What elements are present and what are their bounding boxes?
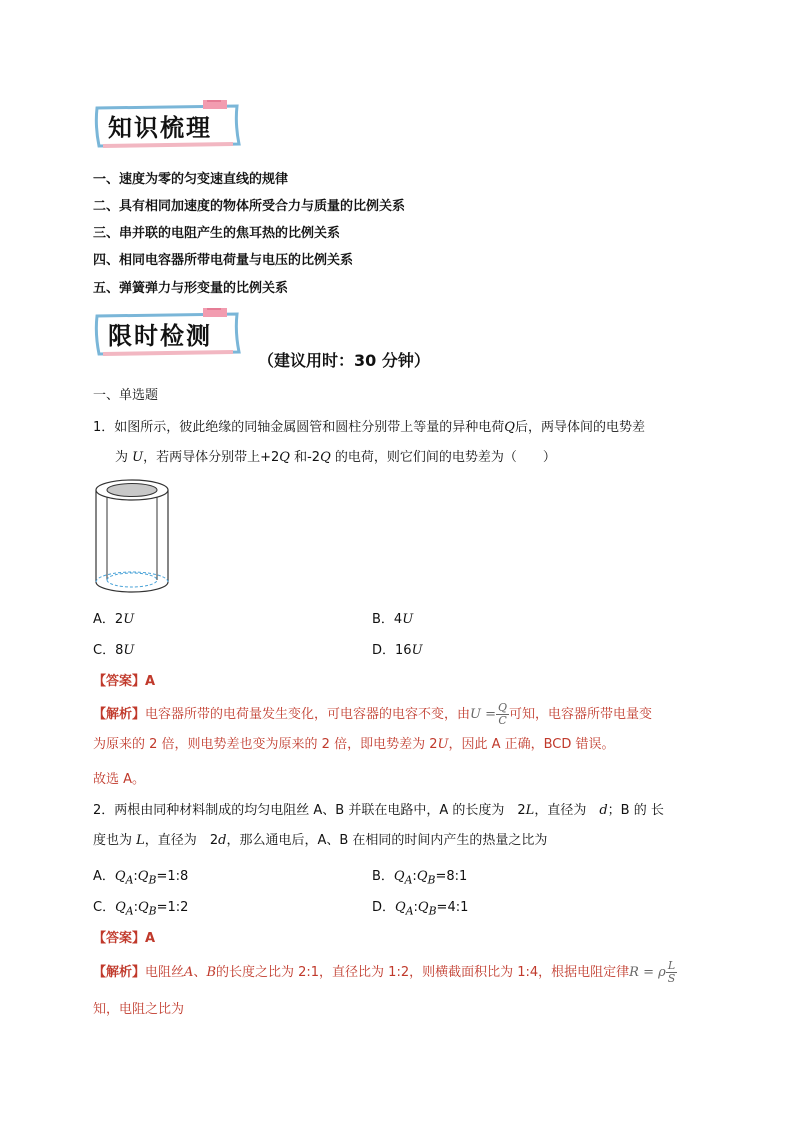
q1-option-a[interactable]: A．2U xyxy=(93,612,135,627)
q2-answer: 【答案】A xyxy=(93,931,156,946)
q2-option-a[interactable]: A．$Q_A:Q_B=1:8$ xyxy=(93,869,189,887)
q1-answer: 【答案】A xyxy=(93,674,156,689)
q1-option-c[interactable]: C．8U xyxy=(93,643,135,658)
q2-option-d[interactable]: D．$Q_A:Q_B=4:1$ xyxy=(372,900,469,918)
q2-fraction: $\frac{L}{S}$ xyxy=(667,959,676,985)
banner-title: 限时检测 xyxy=(108,321,212,350)
section-single-choice: 一、单选题 xyxy=(93,388,159,403)
knowledge-item-3: 三、串并联的电阻产生的焦耳热的比例关系 xyxy=(93,226,341,241)
knowledge-banner xyxy=(93,100,241,152)
banner-title: 知识梳理 xyxy=(108,113,212,142)
question-1-text: 1．如图所示，彼此绝缘的同轴金属圆管和圆柱分别带上等量的异种电荷Q后，两导体间的电势差 为 U，若两导体分别带上+2Q 和-2Q 的电荷，则它们间的电势差为（ ） xyxy=(93,420,645,465)
q1-conclusion: 故选 A。 xyxy=(93,772,146,787)
timed-test-banner xyxy=(93,308,241,360)
q2-option-b[interactable]: B．$Q_A:Q_B=8:1$ xyxy=(372,869,468,887)
coaxial-cylinder-figure xyxy=(92,476,172,598)
time-note: （建议用时：30 分钟） xyxy=(258,351,430,370)
knowledge-item-4: 四、相同电容器所带电荷量与电压的比例关系 xyxy=(93,253,354,268)
q2-option-c[interactable]: C．$Q_A:Q_B=1:2$ xyxy=(93,900,189,918)
q2-analysis: 【解析】电阻丝A、B的长度之比为 2:1，直径比为 1:2，则横截面积比为 1:4，根据电阻定律R = ρ $\frac{L}{S}$ xyxy=(93,959,676,985)
q1-analysis: 【解析】电容器所带的电荷量发生变化，可电容器的电容不变，由U = $\frac{Q}{C}$ 可知，电容器所带电量变 为原来的 2 倍，则电势差也变为原来的 2 倍，即电势差为 2U，因此 A 正确，BCD 错误。 xyxy=(93,701,653,752)
q1-option-d[interactable]: D．16U xyxy=(372,643,423,658)
knowledge-item-2: 二、具有相同加速度的物体所受合力与质量的比例关系 xyxy=(93,199,406,214)
q1-option-b[interactable]: B．4U xyxy=(372,612,414,627)
q1-fraction: $\frac{Q}{C}$ xyxy=(498,701,508,727)
knowledge-item-1: 一、速度为零的匀变速直线的规律 xyxy=(93,172,289,187)
knowledge-item-5: 五、弹簧弹力与形变量的比例关系 xyxy=(93,281,289,296)
question-2-text: 2．两根由同种材料制成的均匀电阻丝 A、B 并联在电路中，A 的长度为 2L，直径为 d；B 的 长 度也为 L，直径为 2d，那么通电后，A、B 在相同的时间内产生的热量之比为 xyxy=(93,803,664,848)
q2-analysis-line2: 知，电阻之比为 xyxy=(93,1002,185,1017)
